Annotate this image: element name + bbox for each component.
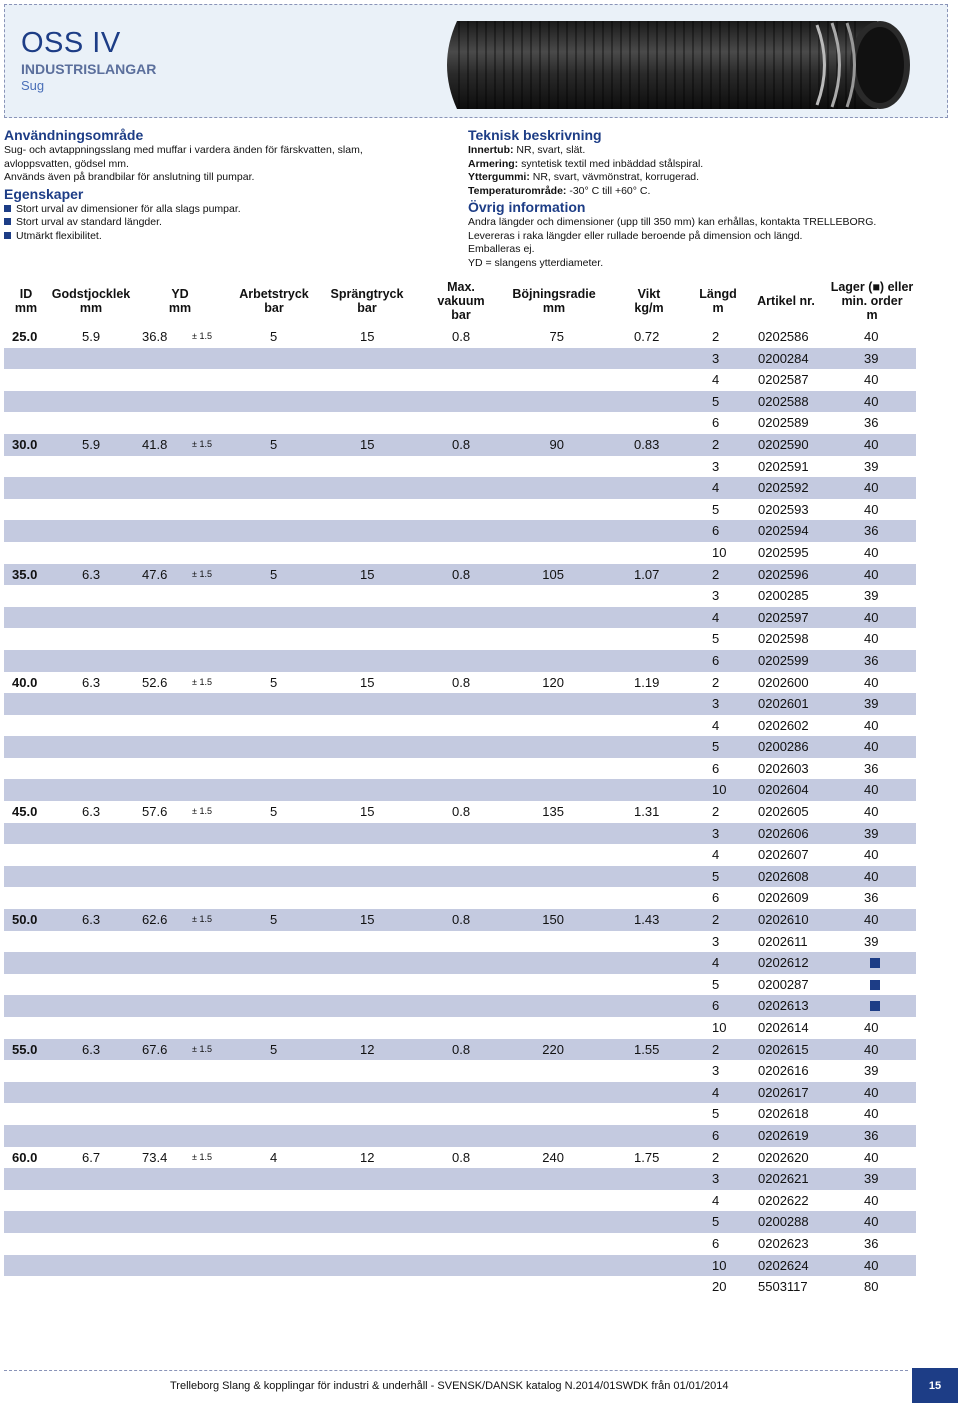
table-row (4, 542, 916, 564)
feature-item: Stort urval av dimensioner för alla slags pumpar. (4, 203, 454, 217)
table-row (4, 779, 916, 801)
cell-tolerance: ± 1.5 (192, 1043, 212, 1054)
cell-length: 4 (712, 955, 720, 971)
cell-wall: 6.3 (82, 804, 101, 820)
table-row (4, 326, 916, 348)
cell-stock: 36 (864, 415, 879, 431)
cell-stock: 40 (864, 501, 879, 517)
cell-stock: 40 (864, 1149, 879, 1165)
table-row (4, 607, 916, 629)
cell-length: 4 (712, 847, 720, 863)
cell-od: 73.4 (142, 1149, 168, 1165)
bullet-icon (4, 205, 11, 212)
features-title: Egenskaper (4, 185, 84, 202)
table-row (4, 844, 916, 866)
table-row (4, 758, 916, 780)
header-od: YD mm (168, 287, 192, 315)
cell-burst-pressure: 12 (360, 1149, 375, 1165)
usage-line: Används även på brandbilar för anslutning till pumpar. (4, 171, 255, 183)
table-row (4, 736, 916, 758)
table-row (4, 391, 916, 413)
cell-stock: 36 (864, 760, 879, 776)
cell-tolerance: ± 1.5 (192, 438, 212, 449)
cell-id: 45.0 (12, 804, 38, 820)
cell-stock: 40 (864, 739, 879, 755)
cell-article: 0202605 (758, 804, 809, 820)
cell-weight: 1.31 (634, 804, 660, 820)
cell-article: 0202619 (758, 1127, 809, 1143)
cell-article: 0202588 (758, 393, 809, 409)
usage-line: avloppsvatten, gödsel mm. (4, 157, 129, 170)
cell-work-pressure: 5 (270, 912, 278, 928)
cell-stock: 39 (864, 1171, 879, 1187)
cell-article: 0200286 (758, 739, 809, 755)
cell-bend-radius: 75 (549, 329, 564, 344)
cell-length: 3 (712, 696, 720, 712)
cell-wall: 6.3 (82, 912, 101, 928)
cell-od: 67.6 (142, 1041, 168, 1057)
table-row (4, 672, 916, 694)
cell-article: 0202604 (758, 782, 809, 798)
table-row (4, 650, 916, 672)
cell-article: 0202606 (758, 825, 809, 841)
cell-stock: 40 (864, 544, 879, 560)
cell-length: 10 (712, 782, 727, 798)
stock-square-icon (870, 1001, 880, 1011)
table-row (4, 434, 916, 456)
cell-tolerance: ± 1.5 (192, 676, 212, 687)
cell-work-pressure: 4 (270, 1149, 278, 1165)
cell-id: 55.0 (12, 1041, 38, 1057)
cell-length: 3 (712, 588, 720, 604)
cell-tolerance: ± 1.5 (192, 914, 212, 925)
cell-stock: 40 (864, 1257, 879, 1273)
table-row (4, 1255, 916, 1277)
table-row (4, 887, 916, 909)
cell-stock: 80 (864, 1279, 879, 1295)
other-line: Levereras i raka längder eller rullade beroende på dimension och längd. (468, 229, 803, 242)
technical-item: Armering: syntetisk textil med inbäddad stålspiral. (468, 157, 704, 170)
cell-length: 10 (712, 1257, 727, 1273)
cell-article: 0202615 (758, 1041, 809, 1057)
cell-length: 2 (712, 674, 720, 690)
cell-article: 0200284 (758, 350, 809, 366)
footer-divider (4, 1370, 908, 1371)
cell-article: 0202590 (758, 436, 809, 452)
header-burst-pressure: Sprängtryck bar (330, 287, 404, 315)
cell-article: 0202594 (758, 523, 809, 539)
cell-article: 5503117 (758, 1279, 808, 1295)
cell-stock: 40 (864, 329, 879, 344)
cell-work-pressure: 5 (270, 566, 278, 582)
table-row (4, 1211, 916, 1233)
cell-length: 2 (712, 912, 720, 928)
cell-weight: 1.19 (634, 674, 660, 690)
usage-title: Användningsområde (4, 127, 144, 143)
cell-length: 5 (712, 868, 720, 884)
technical-item: Temperaturområde: -30° C till +60° C. (468, 184, 651, 197)
table-row (4, 1168, 916, 1190)
table-row (4, 952, 916, 974)
cell-od: 36.8 (142, 329, 168, 344)
cell-weight: 1.07 (634, 566, 660, 582)
cell-wall: 6.7 (82, 1149, 101, 1165)
cell-length: 6 (712, 1127, 720, 1143)
cell-length: 6 (712, 760, 720, 776)
cell-article: 0202616 (758, 1063, 809, 1079)
cell-vacuum: 0.8 (452, 1149, 471, 1165)
cell-article: 0202611 (758, 933, 808, 949)
cell-length: 3 (712, 1171, 720, 1187)
cell-stock: 39 (864, 825, 879, 841)
cell-od: 47.6 (142, 566, 168, 582)
header-id: ID mm (14, 287, 38, 315)
cell-vacuum: 0.8 (452, 329, 471, 344)
cell-stock: 40 (864, 847, 879, 863)
cell-vacuum: 0.8 (452, 436, 471, 452)
cell-burst-pressure: 15 (360, 804, 375, 820)
header-length: Längd m (699, 287, 737, 315)
cell-burst-pressure: 15 (360, 329, 375, 344)
technical-item: Innertub: NR, svart, slät. (468, 144, 586, 156)
header-vacuum: Max. vakuum bar (437, 280, 485, 322)
cell-stock: 40 (864, 480, 879, 496)
cell-od: 62.6 (142, 912, 168, 928)
cell-stock: 40 (864, 1106, 879, 1122)
cell-article: 0202598 (758, 631, 809, 647)
product-title: OSS IV (21, 27, 121, 59)
cell-stock: 36 (864, 1235, 879, 1251)
cell-vacuum: 0.8 (452, 1041, 471, 1057)
cell-article: 0200285 (758, 588, 809, 604)
cell-length: 2 (712, 1149, 720, 1165)
cell-stock: 39 (864, 696, 879, 712)
cell-stock: 36 (864, 652, 879, 668)
cell-vacuum: 0.8 (452, 912, 471, 928)
bullet-icon (4, 218, 11, 225)
cell-length: 4 (712, 609, 720, 625)
cell-article: 0202603 (758, 760, 809, 776)
table-row (4, 1082, 916, 1104)
cell-id: 40.0 (12, 674, 38, 690)
header-weight: Vikt kg/m (634, 287, 664, 315)
cell-bend-radius: 240 (542, 1149, 564, 1165)
table-row (4, 1060, 916, 1082)
cell-length: 6 (712, 1235, 720, 1251)
cell-length: 2 (712, 1041, 720, 1057)
cell-length: 5 (712, 976, 720, 992)
table-row (4, 477, 916, 499)
cell-stock: 40 (864, 609, 879, 625)
table-row (4, 585, 916, 607)
cell-length: 3 (712, 458, 720, 474)
cell-length: 6 (712, 998, 720, 1014)
cell-stock: 36 (864, 890, 879, 906)
cell-length: 4 (712, 480, 720, 496)
table-row (4, 1147, 916, 1169)
cell-stock: 40 (864, 1020, 879, 1035)
cell-article: 0202610 (758, 912, 809, 928)
cell-weight: 1.43 (634, 912, 660, 928)
cell-wall: 5.9 (82, 329, 101, 344)
cell-weight: 0.72 (634, 329, 660, 344)
cell-length: 4 (712, 717, 720, 733)
cell-bend-radius: 105 (542, 566, 564, 582)
page-number: 15 (912, 1368, 958, 1403)
table-row (4, 369, 916, 391)
cell-article: 0202602 (758, 717, 809, 733)
cell-article: 0202586 (758, 329, 809, 344)
cell-weight: 1.55 (634, 1041, 660, 1057)
table-row (4, 1039, 916, 1061)
cell-article: 0202596 (758, 566, 809, 582)
footer-text: Trelleborg Slang & kopplingar för industri & underhåll - SVENSK/DANSK katalog N.2014/01SWDK från 01/01/2014 (170, 1380, 729, 1392)
cell-wall: 6.3 (82, 566, 101, 582)
cell-article: 0202587 (758, 372, 809, 388)
cell-length: 4 (712, 1192, 720, 1208)
cell-article: 0202614 (758, 1020, 809, 1035)
cell-stock (870, 952, 880, 974)
table-row (4, 348, 916, 370)
cell-tolerance: ± 1.5 (192, 568, 212, 579)
table-row (4, 693, 916, 715)
cell-stock: 40 (864, 436, 879, 452)
cell-stock: 40 (864, 566, 879, 582)
header-stock: Lager (■) eller min. order m (830, 280, 914, 322)
header-bend-radius: Böjningsradie mm (512, 287, 596, 315)
cell-stock: 39 (864, 350, 879, 366)
cell-stock: 40 (864, 1084, 879, 1100)
cell-article: 0202589 (758, 415, 809, 431)
other-title: Övrig information (468, 199, 586, 215)
cell-stock: 40 (864, 804, 879, 820)
cell-length: 5 (712, 1214, 720, 1230)
cell-length: 3 (712, 933, 720, 949)
table-row (4, 1276, 916, 1298)
table-row (4, 823, 916, 845)
cell-burst-pressure: 15 (360, 674, 375, 690)
cell-article: 0202613 (758, 998, 809, 1014)
cell-weight: 0.83 (634, 436, 660, 452)
cell-id: 25.0 (12, 329, 38, 344)
stock-square-icon (870, 980, 880, 990)
cell-stock: 40 (864, 1041, 879, 1057)
table-row (4, 412, 916, 434)
cell-vacuum: 0.8 (452, 674, 471, 690)
other-line: Emballeras ej. (468, 243, 535, 255)
cell-stock: 36 (864, 523, 879, 539)
cell-length: 10 (712, 1020, 727, 1035)
cell-article: 0202621 (758, 1171, 809, 1187)
cell-stock (870, 974, 880, 996)
cell-work-pressure: 5 (270, 804, 278, 820)
cell-burst-pressure: 15 (360, 436, 375, 452)
cell-length: 2 (712, 436, 720, 452)
cell-work-pressure: 5 (270, 674, 278, 690)
table-row (4, 520, 916, 542)
header-work-pressure: Arbetstryck bar (239, 287, 309, 315)
cell-bend-radius: 120 (542, 674, 564, 690)
cell-article: 0200287 (758, 976, 809, 992)
table-row (4, 499, 916, 521)
cell-article: 0202609 (758, 890, 809, 906)
cell-stock: 40 (864, 782, 879, 798)
header-box (4, 4, 948, 118)
table-row (4, 931, 916, 953)
cell-length: 6 (712, 652, 720, 668)
cell-length: 3 (712, 825, 720, 841)
cell-length: 5 (712, 631, 720, 647)
cell-burst-pressure: 15 (360, 566, 375, 582)
cell-length: 20 (712, 1279, 727, 1295)
cell-article: 0202601 (758, 696, 809, 712)
cell-weight: 1.75 (634, 1149, 660, 1165)
cell-stock: 39 (864, 1063, 879, 1079)
cell-article: 0202620 (758, 1149, 809, 1165)
technical-section (468, 126, 948, 270)
usage-section (4, 126, 454, 243)
cell-length: 6 (712, 890, 720, 906)
cell-bend-radius: 150 (542, 912, 564, 928)
cell-id: 60.0 (12, 1149, 38, 1165)
cell-length: 6 (712, 415, 720, 431)
cell-length: 4 (712, 1084, 720, 1100)
cell-article: 0202608 (758, 868, 809, 884)
cell-stock: 40 (864, 372, 879, 388)
cell-stock: 39 (864, 588, 879, 604)
cell-length: 2 (712, 804, 720, 820)
cell-article: 0202599 (758, 652, 809, 668)
cell-article: 0202592 (758, 480, 809, 496)
cell-bend-radius: 90 (549, 436, 564, 452)
cell-od: 52.6 (142, 674, 168, 690)
cell-article: 0202612 (758, 955, 809, 971)
cell-work-pressure: 5 (270, 436, 278, 452)
cell-length: 6 (712, 523, 720, 539)
bullet-icon (4, 232, 11, 239)
cell-od: 41.8 (142, 436, 168, 452)
other-line: Andra längder och dimensioner (upp till 350 mm) kan erhållas, kontakta TRELLEBORG. (468, 216, 877, 228)
stock-square-icon (870, 958, 880, 968)
cell-length: 2 (712, 566, 720, 582)
table-row (4, 456, 916, 478)
cell-bend-radius: 220 (542, 1041, 564, 1057)
cell-id: 30.0 (12, 436, 38, 452)
cell-article: 0202595 (758, 544, 809, 560)
cell-article: 0202591 (758, 458, 809, 474)
cell-stock: 40 (864, 1192, 879, 1208)
other-line: YD = slangens ytterdiameter. (468, 256, 604, 269)
table-row (4, 866, 916, 888)
cell-wall: 6.3 (82, 1041, 101, 1057)
product-category: INDUSTRISLANGAR (21, 61, 157, 77)
hose-image (437, 15, 917, 115)
cell-article: 0200288 (758, 1214, 809, 1230)
cell-work-pressure: 5 (270, 329, 278, 344)
cell-stock: 40 (864, 674, 879, 690)
cell-stock: 40 (864, 631, 879, 647)
cell-tolerance: ± 1.5 (192, 806, 212, 817)
cell-stock: 40 (864, 912, 879, 928)
table-body (4, 326, 916, 1298)
header-article: Artikel nr. (757, 294, 815, 308)
cell-article: 0202617 (758, 1084, 809, 1100)
table-row (4, 1233, 916, 1255)
cell-length: 3 (712, 1063, 720, 1079)
cell-stock: 40 (864, 868, 879, 884)
cell-length: 2 (712, 329, 720, 344)
table-row (4, 909, 916, 931)
table-row (4, 1190, 916, 1212)
cell-article: 0202597 (758, 609, 809, 625)
technical-title: Teknisk beskrivning (468, 127, 602, 143)
cell-stock: 40 (864, 1214, 879, 1230)
table-row (4, 801, 916, 823)
cell-article: 0202618 (758, 1106, 809, 1122)
table-row (4, 995, 916, 1017)
cell-length: 5 (712, 393, 720, 409)
cell-bend-radius: 135 (542, 804, 564, 820)
cell-id: 35.0 (12, 566, 38, 582)
cell-article: 0202622 (758, 1192, 809, 1208)
cell-work-pressure: 5 (270, 1041, 278, 1057)
cell-stock: 40 (864, 717, 879, 733)
table-row (4, 715, 916, 737)
cell-stock (870, 995, 880, 1017)
cell-tolerance: ± 1.5 (192, 1151, 212, 1162)
table-row (4, 974, 916, 996)
cell-article: 0202593 (758, 501, 809, 517)
table-row (4, 1103, 916, 1125)
cell-burst-pressure: 15 (360, 912, 375, 928)
cell-length: 3 (712, 350, 720, 366)
cell-vacuum: 0.8 (452, 566, 471, 582)
cell-stock: 39 (864, 458, 879, 474)
cell-wall: 6.3 (82, 674, 101, 690)
table-header (4, 280, 916, 322)
feature-item: Stort urval av standard längder. (4, 216, 454, 230)
usage-line: Sug- och avtappningsslang med muffar i vardera änden för färskvatten, slam, (4, 144, 363, 156)
cell-id: 50.0 (12, 912, 38, 928)
cell-length: 5 (712, 1106, 720, 1122)
cell-stock: 40 (864, 393, 879, 409)
cell-article: 0202607 (758, 847, 809, 863)
technical-item: Yttergummi: NR, svart, vävmönstrat, korrugerad. (468, 171, 700, 183)
table-row (4, 1017, 916, 1039)
table-row (4, 1125, 916, 1147)
cell-length: 4 (712, 372, 720, 388)
cell-wall: 5.9 (82, 436, 101, 452)
cell-length: 10 (712, 544, 727, 560)
cell-tolerance: ± 1.5 (192, 331, 212, 341)
cell-stock: 39 (864, 933, 879, 949)
cell-article: 0202600 (758, 674, 809, 690)
cell-od: 57.6 (142, 804, 168, 820)
cell-article: 0202624 (758, 1257, 809, 1273)
product-subcategory: Sug (21, 78, 45, 93)
cell-vacuum: 0.8 (452, 804, 471, 820)
table-row (4, 564, 916, 586)
table-row (4, 628, 916, 650)
cell-article: 0202623 (758, 1235, 809, 1251)
cell-length: 5 (712, 501, 720, 517)
feature-item: Utmärkt flexibilitet. (4, 230, 454, 244)
cell-burst-pressure: 12 (360, 1041, 375, 1057)
cell-length: 5 (712, 739, 720, 755)
cell-stock: 36 (864, 1127, 879, 1143)
header-wall: Godstjocklek mm (51, 287, 131, 315)
